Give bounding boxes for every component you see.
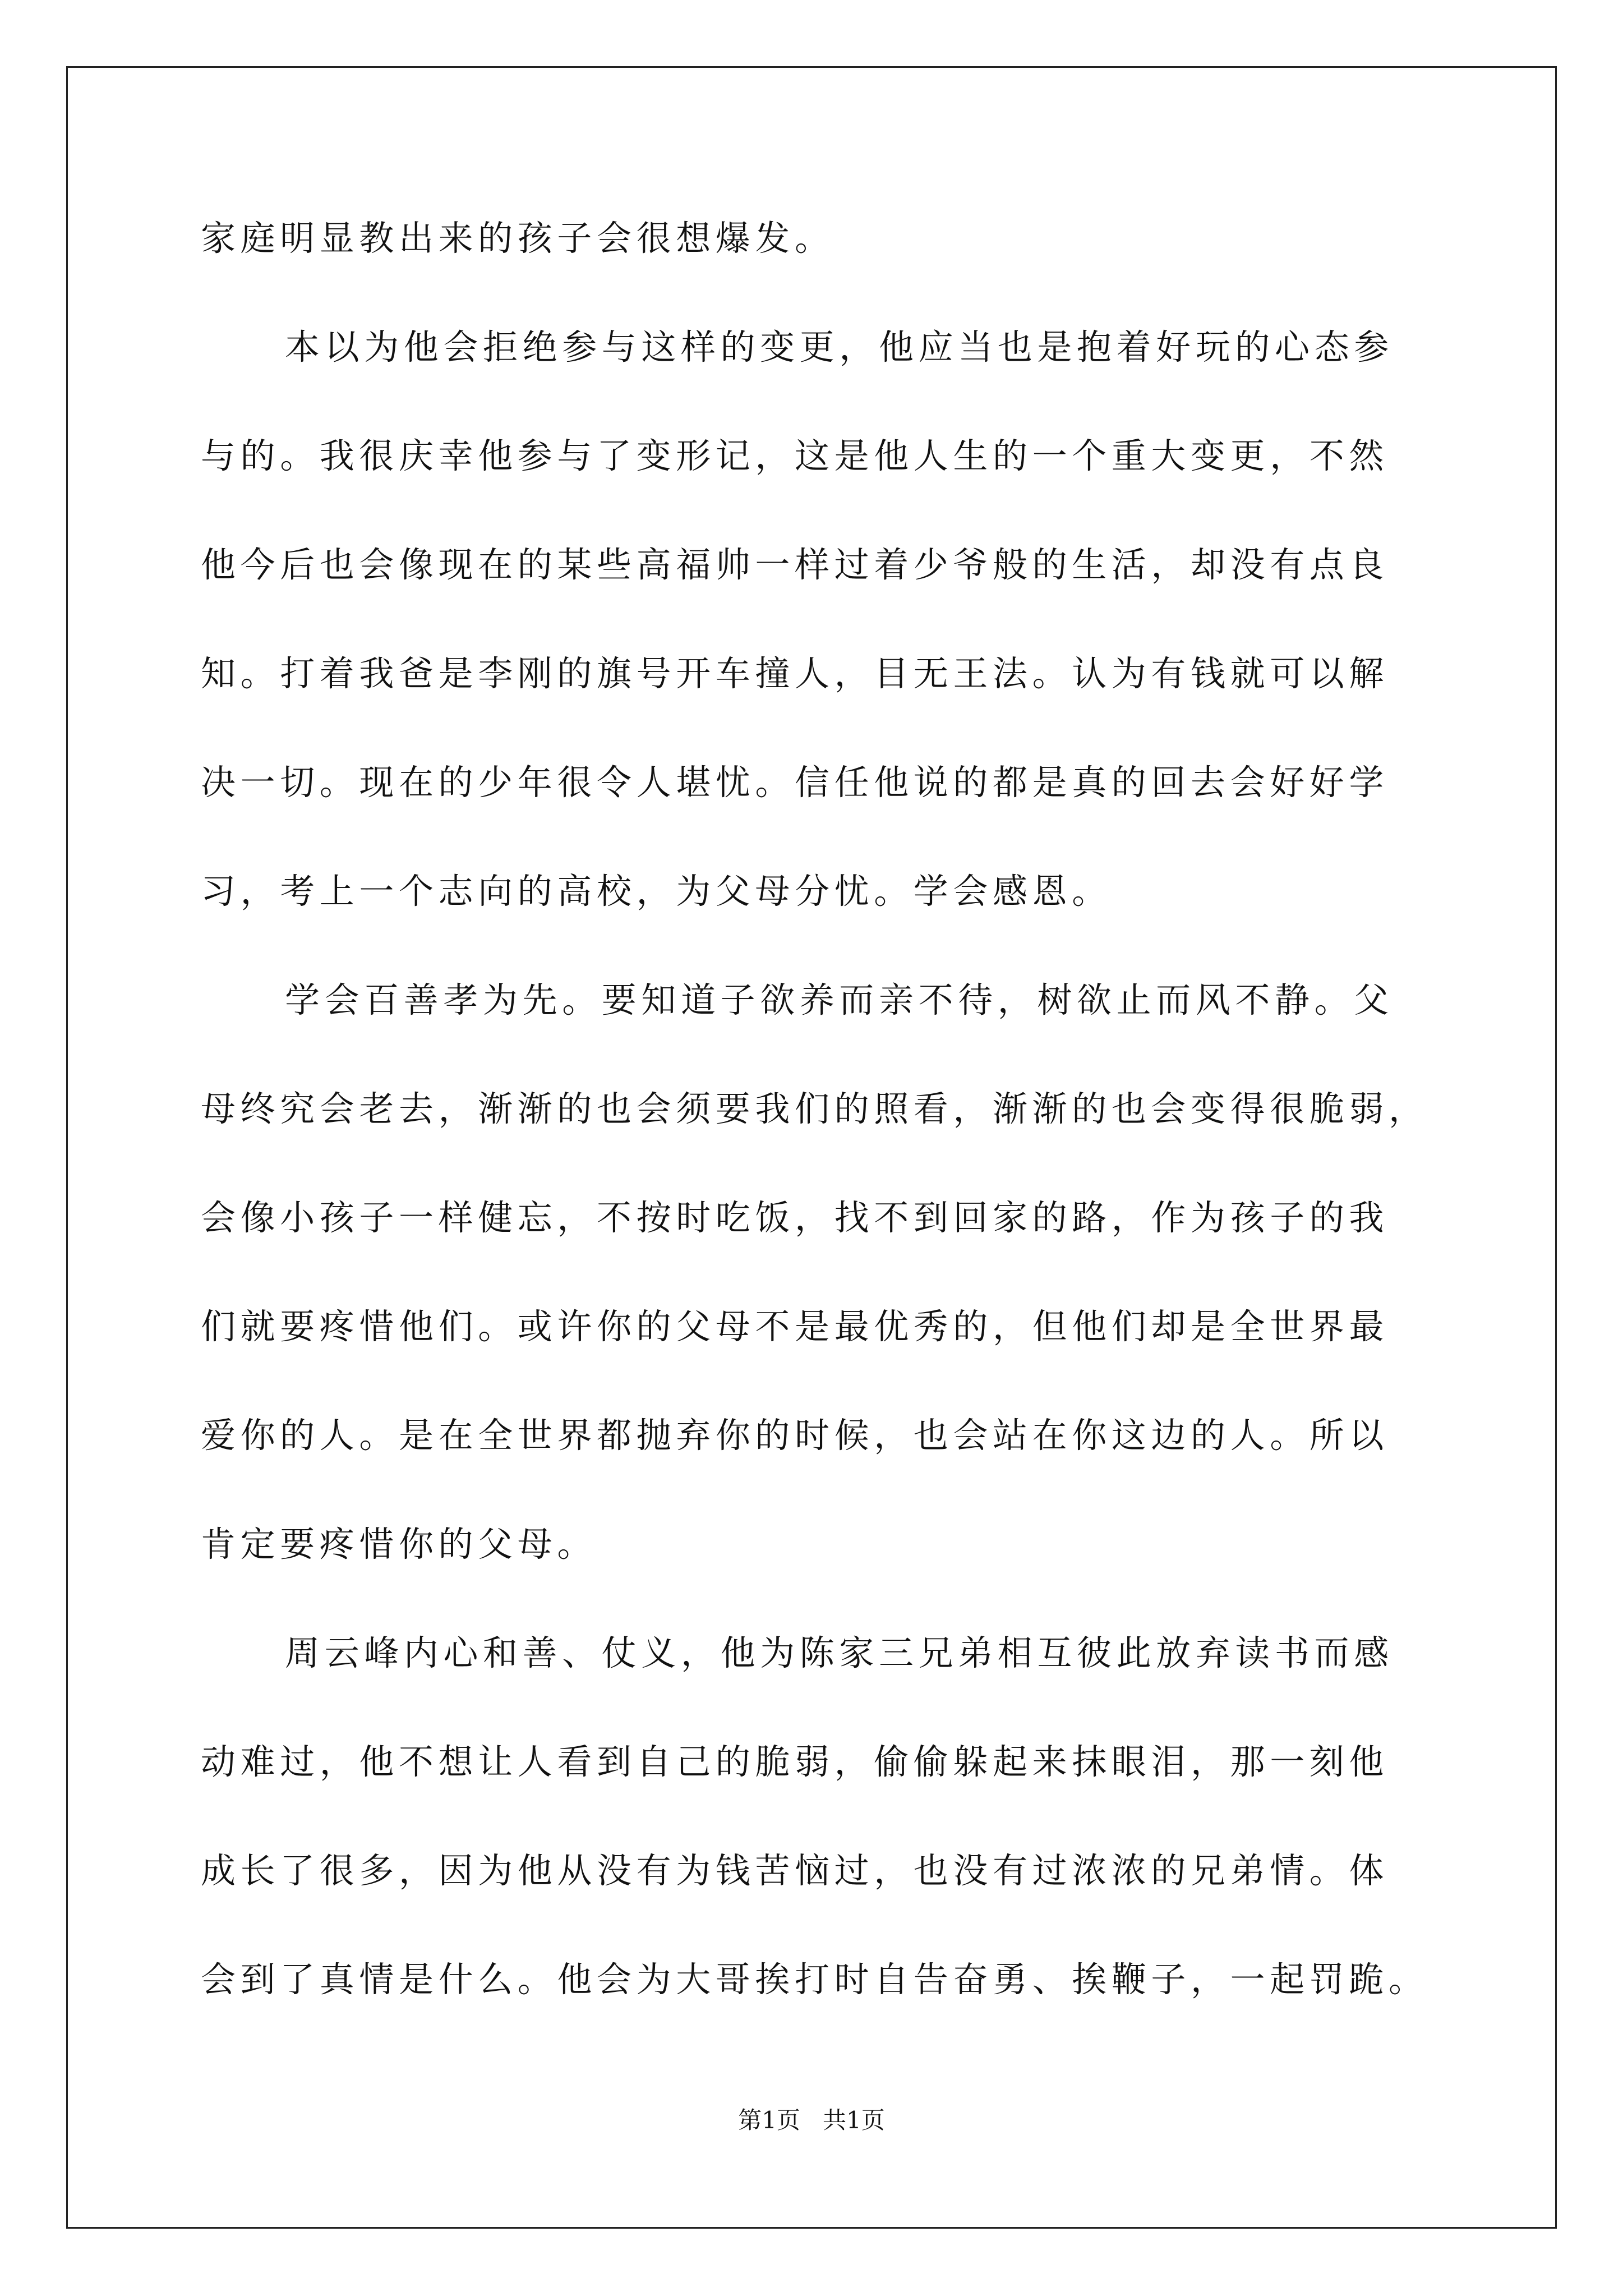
text-line: 与的。我很庆幸他参与了变形记，这是他人生的一个重大变更，不然 <box>201 435 1389 476</box>
document-body <box>201 216 1435 2066</box>
text-line: 动难过，他不想让人看到自己的脆弱，偷偷躲起来抹眼泪，那一刻他 <box>201 1741 1389 1782</box>
text-line: 们就要疼惜他们。或许你的父母不是最优秀的，但他们却是全世界最 <box>201 1306 1389 1347</box>
text-line: 学会百善孝为先。要知道子欲养而亲不待，树欲止而风不静。父 <box>285 979 1394 1020</box>
text-line: 会到了真情是什么。他会为大哥挨打时自告奋勇、挨鞭子，一起罚跪。 <box>201 1959 1428 2000</box>
text-line: 成长了很多，因为他从没有为钱苦恼过，也没有过浓浓的兄弟情。体 <box>201 1850 1389 1891</box>
text-line: 爱你的人。是在全世界都抛弃你的时候，也会站在你这边的人。所以 <box>201 1415 1389 1456</box>
text-line: 会像小孩子一样健忘，不按时吃饭，找不到回家的路，作为孩子的我 <box>201 1197 1389 1238</box>
text-line: 知。打着我爸是李刚的旗号开车撞人，目无王法。认为有钱就可以解 <box>201 653 1389 694</box>
text-line: 本以为他会拒绝参与这样的变更，他应当也是抱着好玩的心态参 <box>285 326 1394 367</box>
text-line: 他今后也会像现在的某些高福帅一样过着少爷般的生活，却没有点良 <box>201 544 1389 585</box>
text-line: 母终究会老去，渐渐的也会须要我们的照看，渐渐的也会变得很脆弱， <box>201 1088 1428 1129</box>
text-line: 肯定要疼惜你的父母。 <box>201 1524 597 1565</box>
page-footer: 第1页 共1页 <box>738 2106 885 2134</box>
text-line: 决一切。现在的少年很令人堪忧。信任他说的都是真的回去会好好学 <box>201 762 1389 803</box>
text-line: 家庭明显教出来的孩子会很想爆发。 <box>201 218 834 259</box>
text-line: 习，考上一个志向的高校，为父母分忧。学会感恩。 <box>201 871 1112 912</box>
text-line: 周云峰内心和善、仗义，他为陈家三兄弟相互彼此放弃读书而感 <box>285 1632 1394 1673</box>
